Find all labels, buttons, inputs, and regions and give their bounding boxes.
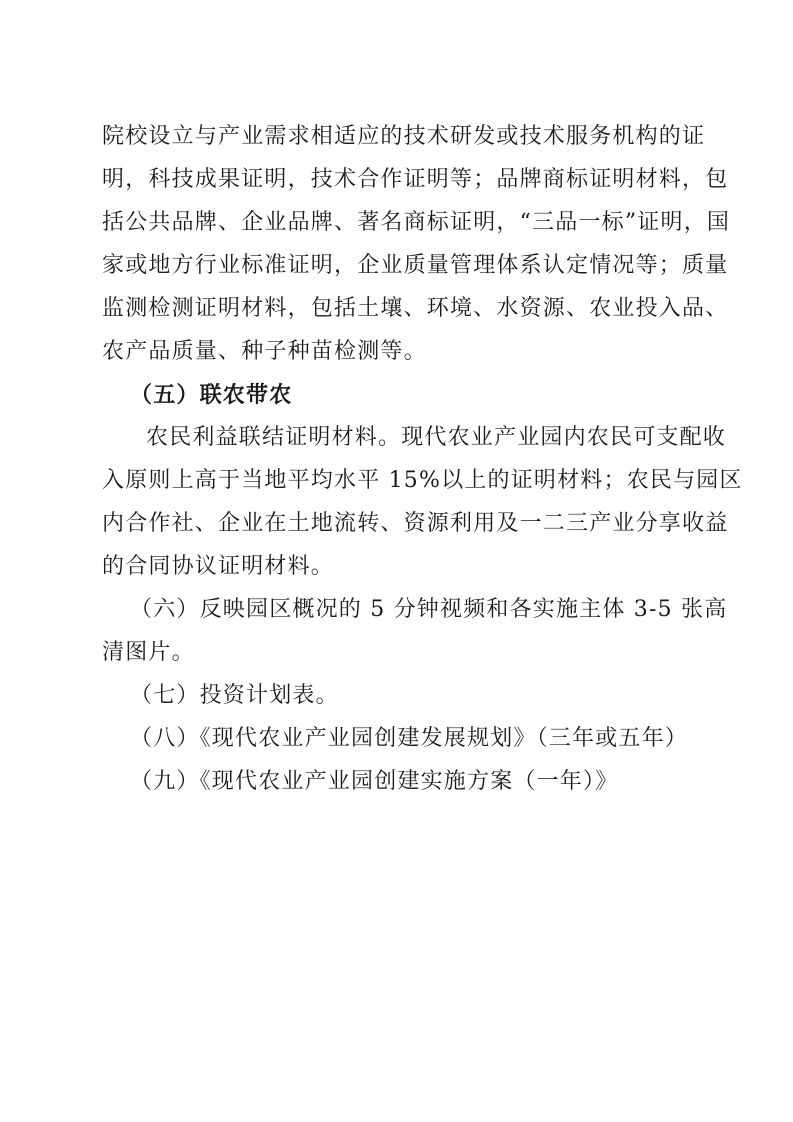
paragraph-line: 农民利益联结证明材料。现代农业产业园内农民可支配收 (146, 425, 727, 450)
paragraph-line: 院校设立与产业需求相适应的技术研发或技术服务机构的证 (102, 124, 706, 149)
section-item-6: （六）反映园区概况的 5 分钟视频和各实施主体 3-5 张高 (130, 597, 728, 622)
paragraph-line: 括公共品牌、企业品牌、著名商标证明，“三品一标”证明，国 (102, 210, 731, 235)
section-heading-5: （五）联农带农 (130, 382, 293, 408)
paragraph-line: 家或地方行业标准证明，企业质量管理体系认定情况等；质量 (102, 253, 729, 278)
paragraph-line: 明，科技成果证明，技术合作证明等；品牌商标证明材料，包 (102, 167, 729, 192)
paragraph-line: 入原则上高于当地平均水平 15%以上的证明材料；农民与园区 (102, 468, 743, 493)
section-item-8: （八）《现代农业产业园创建发展规划》（三年或五年） (130, 726, 689, 751)
paragraph-line: 清图片。 (102, 640, 195, 665)
paragraph-line: 的合同协议证明材料。 (102, 554, 335, 579)
section-item-9: （九）《现代农业产业园创建实施方案（一年）》 (130, 769, 619, 794)
paragraph-line: 内合作社、企业在土地流转、资源利用及一二三产业分享收益 (102, 511, 729, 536)
section-item-7: （七）投资计划表。 (130, 683, 339, 708)
paragraph-line: 农产品质量、种子种苗检测等。 (102, 339, 427, 364)
paragraph-line: 监测检测证明材料，包括土壤、环境、水资源、农业投入品、 (102, 296, 729, 321)
